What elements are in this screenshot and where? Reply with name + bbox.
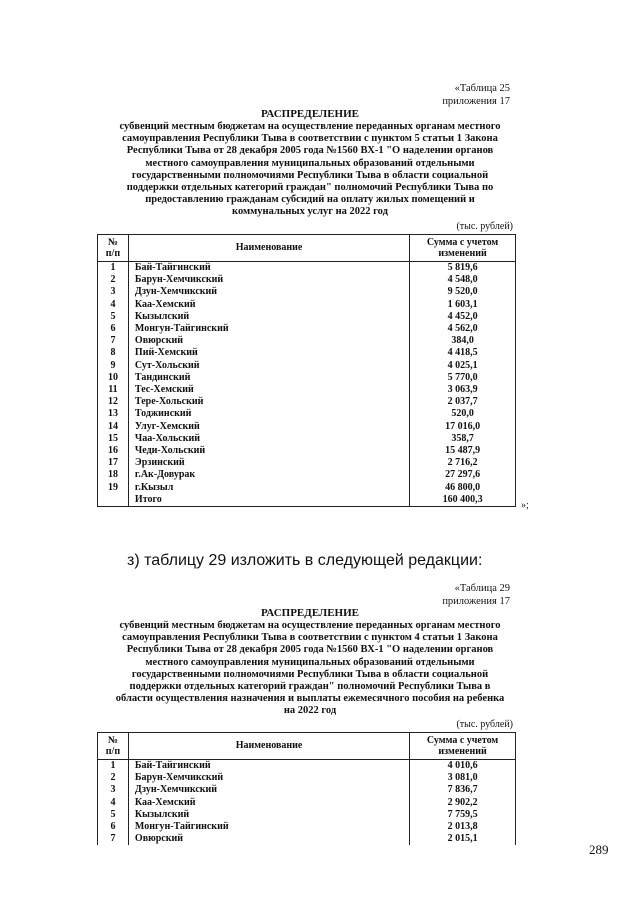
table25-heading: РАСПРЕДЕЛЕНИЕ [260, 108, 359, 120]
description-line: области осуществления назначения и выплаты ежемесячного пособия на ребенка [115, 693, 505, 705]
row-sum: 1 603,1 [410, 299, 516, 311]
table-row [98, 821, 516, 833]
row-sum: 17 016,0 [410, 421, 516, 433]
table29-ref-line2: приложения 17 [442, 596, 510, 607]
description-line: местного самоуправления муниципальных образований отдельными [145, 656, 475, 668]
table-row [98, 809, 516, 821]
table-row [98, 784, 516, 796]
row-name: г.Кызыл [128, 482, 409, 494]
description-line: государственными полномочиями Республики Тыва в области социальной [131, 668, 489, 680]
table25-ref-line2: приложения 17 [442, 96, 510, 107]
row-name: Бай-Тайгинский [128, 760, 409, 773]
row-number: 9 [98, 360, 129, 372]
row-number: 14 [98, 421, 129, 433]
row-number: 7 [98, 335, 129, 347]
table25-title [90, 108, 530, 219]
row-number: 6 [98, 821, 129, 833]
table-row [98, 469, 516, 481]
row-number: 5 [98, 809, 129, 821]
row-number: 6 [98, 323, 129, 335]
table-row [98, 335, 516, 347]
row-sum: 358,7 [410, 433, 516, 445]
row-sum: 2 015,1 [410, 833, 516, 845]
row-sum: 4 452,0 [410, 311, 516, 323]
row-sum: 2 037,7 [410, 396, 516, 408]
row-name: Овюрский [128, 335, 409, 347]
row-sum: 3 063,9 [410, 384, 516, 396]
table29-heading: РАСПРЕДЕЛЕНИЕ [260, 607, 359, 619]
page-number: 289 [589, 842, 609, 857]
table29-ref-line1: «Таблица 29 [454, 583, 510, 594]
row-name: Тере-Хольский [128, 396, 409, 408]
table-row [98, 445, 516, 457]
row-number [98, 494, 129, 507]
table-row [98, 262, 516, 275]
table-row [98, 274, 516, 286]
row-number: 11 [98, 384, 129, 396]
row-name: Барун-Хемчикский [128, 274, 409, 286]
row-number: 8 [98, 347, 129, 359]
row-name: Чаа-Хольский [128, 433, 409, 445]
row-name: Барун-Хемчикский [128, 772, 409, 784]
description-line: Республики Тыва от 28 декабря 2005 года №1560 ВХ-1 "О наделении органов [126, 644, 494, 656]
row-name: г.Ак-Довурак [128, 469, 409, 481]
table-row [98, 760, 516, 773]
total-row [98, 494, 516, 507]
row-number: 17 [98, 457, 129, 469]
row-name: Дзун-Хемчикский [128, 286, 409, 298]
description-line: на 2022 год [283, 705, 337, 717]
row-sum: 15 487,9 [410, 445, 516, 457]
row-name: Монгун-Тайгинский [128, 821, 409, 833]
description-line: предоставлению гражданам субсидий на оплату жилых помещений и [145, 194, 475, 206]
description-line: субвенций местным бюджетам на осуществление переданных органам местного [119, 620, 501, 631]
row-name: Монгун-Тайгинский [128, 323, 409, 335]
description-line: государственными полномочиями Республики Тыва в области социальной [131, 169, 489, 181]
description-line: поддержки отдельных категорий граждан" полномочий Республики Тыва в [129, 681, 491, 693]
row-number: 3 [98, 784, 129, 796]
row-number: 2 [98, 772, 129, 784]
row-name: Тес-Хемский [128, 384, 409, 396]
table-row [98, 772, 516, 784]
description-line: самоуправления Республики Тыва в соответствии с пунктом 4 статьи 1 Закона [122, 632, 498, 644]
row-sum: 2 902,2 [410, 797, 516, 809]
row-name: Кызылский [128, 311, 409, 323]
table-row [98, 396, 516, 408]
table-row [98, 421, 516, 433]
row-number: 2 [98, 274, 129, 286]
row-name: Итого [128, 494, 409, 507]
table29-header-row [98, 733, 516, 760]
table25-ref-line1: «Таблица 25 [454, 83, 510, 94]
row-sum: 7 836,7 [410, 784, 516, 796]
row-sum: 27 297,6 [410, 469, 516, 481]
row-name: Овюрский [128, 833, 409, 845]
table29-title [85, 607, 535, 718]
table25-closing-quote: »; [521, 500, 529, 511]
table-row [98, 372, 516, 384]
description-line: субвенций местным бюджетам на осуществление переданных органам местного [119, 121, 501, 132]
row-number: 18 [98, 469, 129, 481]
row-name: Чеди-Хольский [128, 445, 409, 457]
row-name: Улуг-Хемский [128, 421, 409, 433]
row-number: 7 [98, 833, 129, 845]
row-sum: 4 010,6 [410, 760, 516, 773]
table25 [97, 234, 516, 507]
row-sum: 5 819,6 [410, 262, 516, 275]
row-name: Пий-Хемский [128, 347, 409, 359]
description-line: местного самоуправления муниципальных образований отдельными [145, 157, 475, 169]
description-line: коммунальных услуг на 2022 год [232, 206, 388, 218]
table-row [98, 286, 516, 298]
column-header-name: Наименование [128, 235, 409, 262]
table-row [98, 323, 516, 335]
description-line: Республики Тыва от 28 декабря 2005 года №1560 ВХ-1 "О наделении органов [126, 145, 494, 157]
table-row [98, 457, 516, 469]
row-sum: 5 770,0 [410, 372, 516, 384]
row-number: 16 [98, 445, 129, 457]
row-number: 4 [98, 299, 129, 311]
row-sum: 384,0 [410, 335, 516, 347]
column-header-sum: Сумма с учетом изменений [410, 235, 516, 262]
row-name: Каа-Хемский [128, 299, 409, 311]
row-sum: 4 418,5 [410, 347, 516, 359]
description-line: самоуправления Республики Тыва в соответствии с пунктом 5 статьи 1 Закона [122, 133, 498, 145]
row-sum: 4 562,0 [410, 323, 516, 335]
row-sum: 9 520,0 [410, 286, 516, 298]
table29 [97, 732, 516, 845]
row-number: 19 [98, 482, 129, 494]
row-number: 1 [98, 262, 129, 275]
table-row [98, 433, 516, 445]
row-name: Дзун-Хемчикский [128, 784, 409, 796]
row-sum: 3 081,0 [410, 772, 516, 784]
table-row [98, 408, 516, 420]
description-line: поддержки отдельных категорий граждан" полномочий Республики Тыва по [126, 182, 494, 194]
table-row [98, 360, 516, 372]
column-header-sum: Сумма с учетом изменений [410, 733, 516, 760]
row-number: 4 [98, 797, 129, 809]
table-row [98, 797, 516, 809]
row-sum: 46 800,0 [410, 482, 516, 494]
row-sum: 160 400,3 [410, 494, 516, 507]
column-header-number: № п/п [98, 733, 129, 760]
column-header-number: № п/п [98, 235, 129, 262]
row-sum: 520,0 [410, 408, 516, 420]
table25-units: (тыс. рублей) [456, 221, 513, 232]
table-row [98, 833, 516, 845]
row-sum: 7 759,5 [410, 809, 516, 821]
column-header-name: Наименование [128, 733, 409, 760]
row-sum: 4 025,1 [410, 360, 516, 372]
row-name: Кызылский [128, 809, 409, 821]
row-name: Тоджинский [128, 408, 409, 420]
row-number: 3 [98, 286, 129, 298]
row-name: Сут-Хольский [128, 360, 409, 372]
row-number: 13 [98, 408, 129, 420]
row-name: Тандинский [128, 372, 409, 384]
row-sum: 2 013,8 [410, 821, 516, 833]
table25-reference [380, 82, 510, 108]
table-row [98, 347, 516, 359]
row-number: 1 [98, 760, 129, 773]
row-number: 15 [98, 433, 129, 445]
row-name: Эрзинский [128, 457, 409, 469]
row-number: 10 [98, 372, 129, 384]
table29-reference [380, 582, 510, 608]
row-sum: 4 548,0 [410, 274, 516, 286]
table25-description [90, 121, 530, 219]
table-row [98, 384, 516, 396]
row-number: 5 [98, 311, 129, 323]
table25-header-row [98, 235, 516, 262]
row-name: Бай-Тайгинский [128, 262, 409, 275]
table-row [98, 482, 516, 494]
table29-units: (тыс. рублей) [456, 719, 513, 730]
table-row [98, 299, 516, 311]
table-row [98, 311, 516, 323]
instruction-text: з) таблицу 29 изложить в следующей редакции: [127, 552, 483, 569]
table29-description [85, 620, 535, 718]
row-number: 12 [98, 396, 129, 408]
row-sum: 2 716,2 [410, 457, 516, 469]
row-name: Каа-Хемский [128, 797, 409, 809]
